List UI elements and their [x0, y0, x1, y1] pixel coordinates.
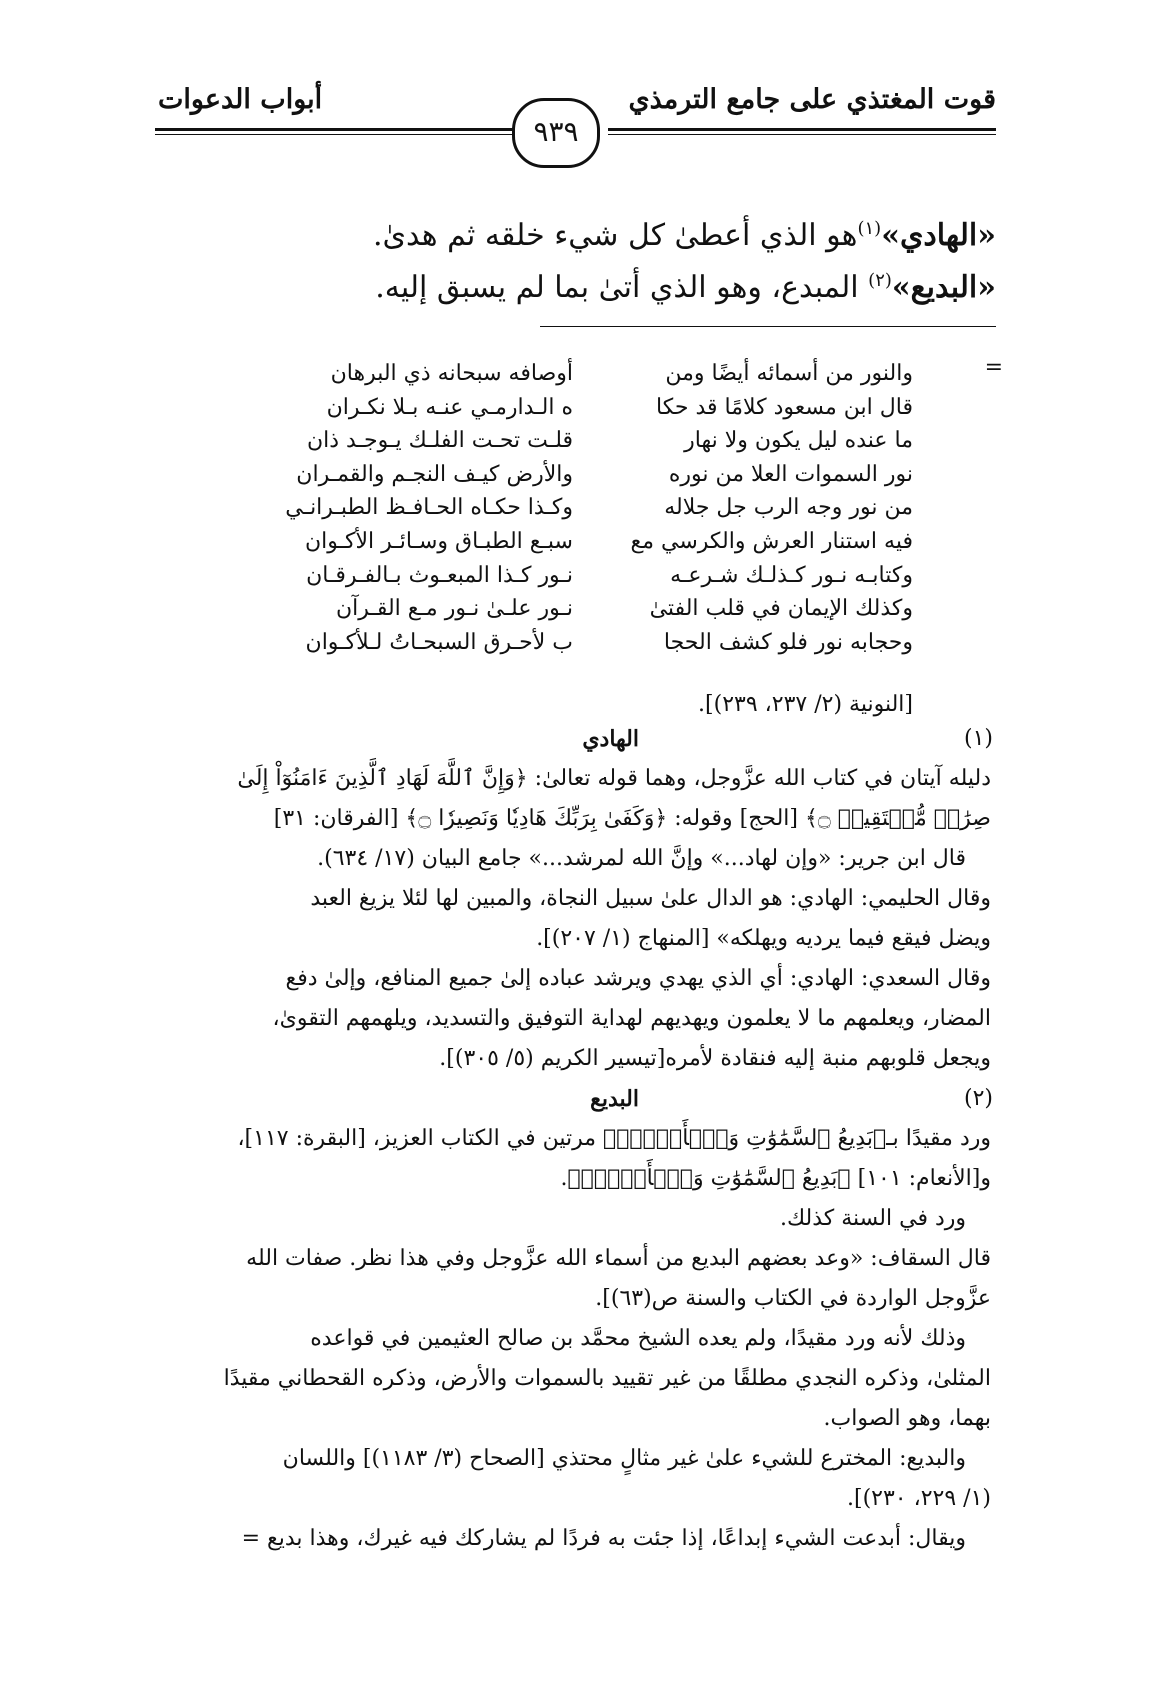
footnote-ref-1[interactable]: (١) — [857, 218, 882, 239]
footnote-2-line: قال السقاف: «وعد بعضهم البديع من أسماء الله عزَّوجل وفي هذا نظر. صفات الله — [246, 1246, 991, 1271]
poem-verse: والنور من أسمائه أيضًا ومن — [665, 361, 913, 386]
term-badi: «البديع» — [891, 270, 996, 305]
poem-verse: نـور علـىٰ نـور مـع القـرآن — [335, 596, 573, 622]
poem-source: [النونية (٢/ ٢٣٧، ٢٣٩)]. — [698, 692, 913, 717]
footnote-2-line: و[الأنعام: ١٠١] ﴿بَدِيعُ ٱلسَّمَٰوَٰتِ وَٱلۡأَرۡضِۖ﴾. — [560, 1166, 991, 1191]
continuation-mark: = — [984, 355, 1003, 380]
footnote-1-number: (١) — [963, 726, 993, 751]
footnote-2-line: ورد في السنة كذلك. — [779, 1206, 966, 1231]
poem-verse: قلـت تحـت الفلـك يـوجـد ذان — [307, 428, 573, 454]
header-rule-left — [155, 128, 515, 131]
poem-verse: سبـع الطبـاق وسـائـر الأكـوان — [304, 528, 573, 554]
badi-definition: المبدع، وهو الذي أتىٰ بما لم يسبق إليه. — [375, 270, 869, 305]
footnote-1-title: الهادي — [582, 726, 639, 752]
footnote-2-line: ويقال: أبدعت الشيء إبداعًا، إذا جئت به فردًا لم يشاركك فيه غيرك، وهذا بديع = — [241, 1526, 966, 1551]
footnote-1-line: ويضل فيقع فيما يرديه ويهلكه» [المنهاج (١/ ٢٠٧)]. — [536, 926, 991, 951]
poem-second-hemistichs — [273, 357, 573, 659]
footnote-1-line: وقال الحليمي: الهادي: هو الدال علىٰ سبيل النجاة، والمبين لها لئلا يزيغ العبد — [310, 886, 991, 911]
hadi-definition: هو الذي أعطىٰ كل شيء خلقه ثم هدىٰ. — [372, 218, 858, 253]
poem-verse: وكتابـه نـور كـذلـك شـرعـه — [670, 562, 913, 588]
footnote-2-line: عزَّوجل الواردة في الكتاب والسنة ص(٦٣)]. — [595, 1286, 991, 1311]
footnote-1-line: المضار، ويعلمهم ما لا يعلمون ويهديهم لهداية التوفيق والتسديد، ويلهمهم التقوىٰ، — [272, 1006, 991, 1031]
header-rule-right — [608, 128, 996, 131]
poem-verse: من نور وجه الرب جل جلاله — [664, 495, 913, 521]
footnote-2-line: وذلك لأنه ورد مقيدًا، ولم يعده الشيخ محمَّد بن صالح العثيمين في قواعده — [310, 1326, 966, 1351]
main-text — [116, 210, 996, 314]
poem-verse: قال ابن مسعود كلامًا قد حكا — [656, 394, 913, 420]
poem-verse: نور السموات العلا من نوره — [668, 461, 913, 487]
footnote-separator — [540, 326, 996, 327]
poem-verse: وحجابه نور فلو كشف الحجا — [663, 629, 913, 655]
footnote-1-line: ويجعل قلوبهم منبة إليه فنقادة لأمره[تيسير الكريم (٥/ ٣٠٥)]. — [439, 1046, 991, 1071]
term-hadi: «الهادي» — [881, 218, 996, 253]
header-rule-left-thin — [155, 134, 515, 135]
footnote-2-line: المثلىٰ، وذكره النجدي مطلقًا من غير تقييد بالسموات والأرض، وذكره القحطاني مقيدًا — [223, 1366, 991, 1391]
footnote-2-title: البديع — [590, 1086, 639, 1112]
footnote-2-line: ورد مقيدًا بـ﴿بَدِيعُ ٱلسَّمَٰوَٰتِ وَٱلۡأَرۡضِۖ﴾ مرتين في الكتاب العزيز، [البقرة: ١١٧]، — [237, 1126, 991, 1151]
poem-first-hemistichs — [613, 357, 913, 659]
footnote-2-number: (٢) — [963, 1086, 993, 1111]
poem-verse: فيه استنار العرش والكرسي مع — [630, 528, 913, 554]
main-line-2 — [116, 262, 996, 314]
footnote-2-line: (١/ ٢٢٩، ٢٣٠)]. — [847, 1486, 991, 1511]
poem-verse: ما عنده ليل يكون ولا نهار — [684, 428, 913, 454]
page-number: ٩٣٩ — [512, 98, 600, 168]
footnote-1-line: دليله آيتان في كتاب الله عزَّوجل، وهما قوله تعالىٰ: ﴿وَإِنَّ ٱللَّهَ لَهَادِ ٱلَّذِينَ ءَامَنُوٓاْ إِلَىٰ — [237, 766, 991, 791]
footnote-ref-2[interactable]: (٢) — [868, 270, 892, 291]
footnote-1-line: صِرَٰطٖ مُّسۡتَقِيمٖ ۝﴾ [الحج] وقوله: ﴿وَكَفَىٰ بِرَبِّكَ هَادِيٗا وَنَصِيرٗا ۝﴾ [الفرقان: ٣١] — [273, 806, 991, 831]
poem-verse: وكذلك الإيمان في قلب الفتىٰ — [649, 596, 913, 622]
poem-verse: ه الـدارمـي عنـه بـلا نكـران — [326, 394, 573, 420]
poem-verse: وكـذا حكـاه الحـافـظ الطبـرانـي — [285, 495, 573, 521]
footnote-2-line: والبديع: المخترع للشيء علىٰ غير مثالٍ محتذي [الصحاح (٣/ ١١٨٣)] واللسان — [282, 1446, 966, 1471]
book-title: قوت المغتذي على جامع الترمذي — [628, 84, 996, 115]
header-rule-right-thin — [608, 134, 996, 135]
poem-verse: أوصافه سبحانه ذي البرهان — [330, 361, 573, 386]
chapter-title: أبواب الدعوات — [158, 84, 323, 115]
poem-verse: ب لأحـرق السبحـاتُ لـلأكـوان — [305, 629, 573, 655]
poem-verse: نـور كـذا المبعـوث بـالفـرقـان — [306, 562, 573, 588]
main-line-1 — [116, 210, 996, 262]
footnote-1-line: وقال السعدي: الهادي: أي الذي يهدي ويرشد عباده إلىٰ جميع المنافع، وإلىٰ دفع — [285, 966, 991, 991]
footnote-2-line: بهما، وهو الصواب. — [823, 1406, 991, 1431]
footnote-1-line: قال ابن جرير: «وإن لهاد...» وإنَّ الله لمرشد...» جامع البيان (١٧/ ٦٣٤). — [317, 846, 966, 871]
poem-verse: والأرض كيـف النجـم والقمـران — [296, 461, 573, 487]
